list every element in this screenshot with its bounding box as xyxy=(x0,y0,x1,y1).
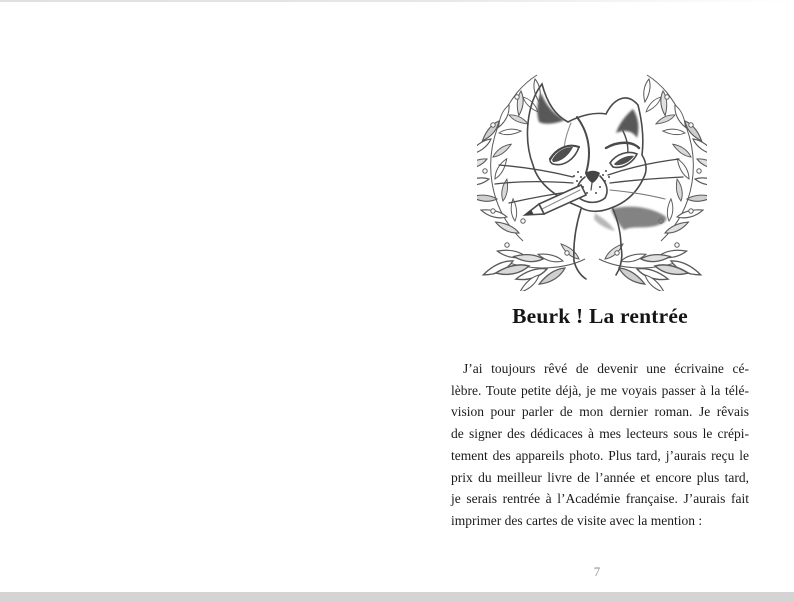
paragraph-line: vision pour parler de mon dernier roman. Je rêvais xyxy=(451,404,749,420)
cat-face xyxy=(495,84,683,279)
left-page-blank xyxy=(0,2,397,592)
paragraph-line: je serais rentrée à l’Académie française. J’aurais fait xyxy=(451,491,749,507)
paragraph-line: de signer des dédicaces à mes lecteurs sous le crépi- xyxy=(451,426,749,442)
paragraph-line: tement des appareils photo. Plus tard, j’aurais reçu le xyxy=(451,447,749,463)
paragraph-line: J’ai toujours rêvé de devenir une écrivaine cé- xyxy=(463,361,749,376)
laurel-sprig-bottom-right xyxy=(599,240,702,291)
left-eye xyxy=(550,146,579,165)
cat-laurel-illustration xyxy=(477,63,707,291)
paragraph-line: prix du meilleur livre de l’année et encore plus tard, xyxy=(451,469,749,485)
paragraph-line: imprimer des cartes de visite avec la mention : xyxy=(451,512,703,528)
page-number: 7 xyxy=(593,565,601,579)
whiskers xyxy=(495,159,683,203)
laurel-sprig-bottom-left xyxy=(482,240,585,291)
right-eye xyxy=(606,143,639,168)
pencil xyxy=(525,185,586,215)
paragraph xyxy=(451,358,749,532)
chapter-title: Beurk ! La rentrée xyxy=(512,304,688,328)
right-inner-ear xyxy=(616,109,638,138)
cat-nose xyxy=(585,171,600,183)
left-inner-ear xyxy=(537,93,565,124)
paragraph-line: lèbre. Toute petite déjà, je me voyais passer à la télé- xyxy=(451,382,749,398)
window-bottom-edge xyxy=(0,592,794,601)
